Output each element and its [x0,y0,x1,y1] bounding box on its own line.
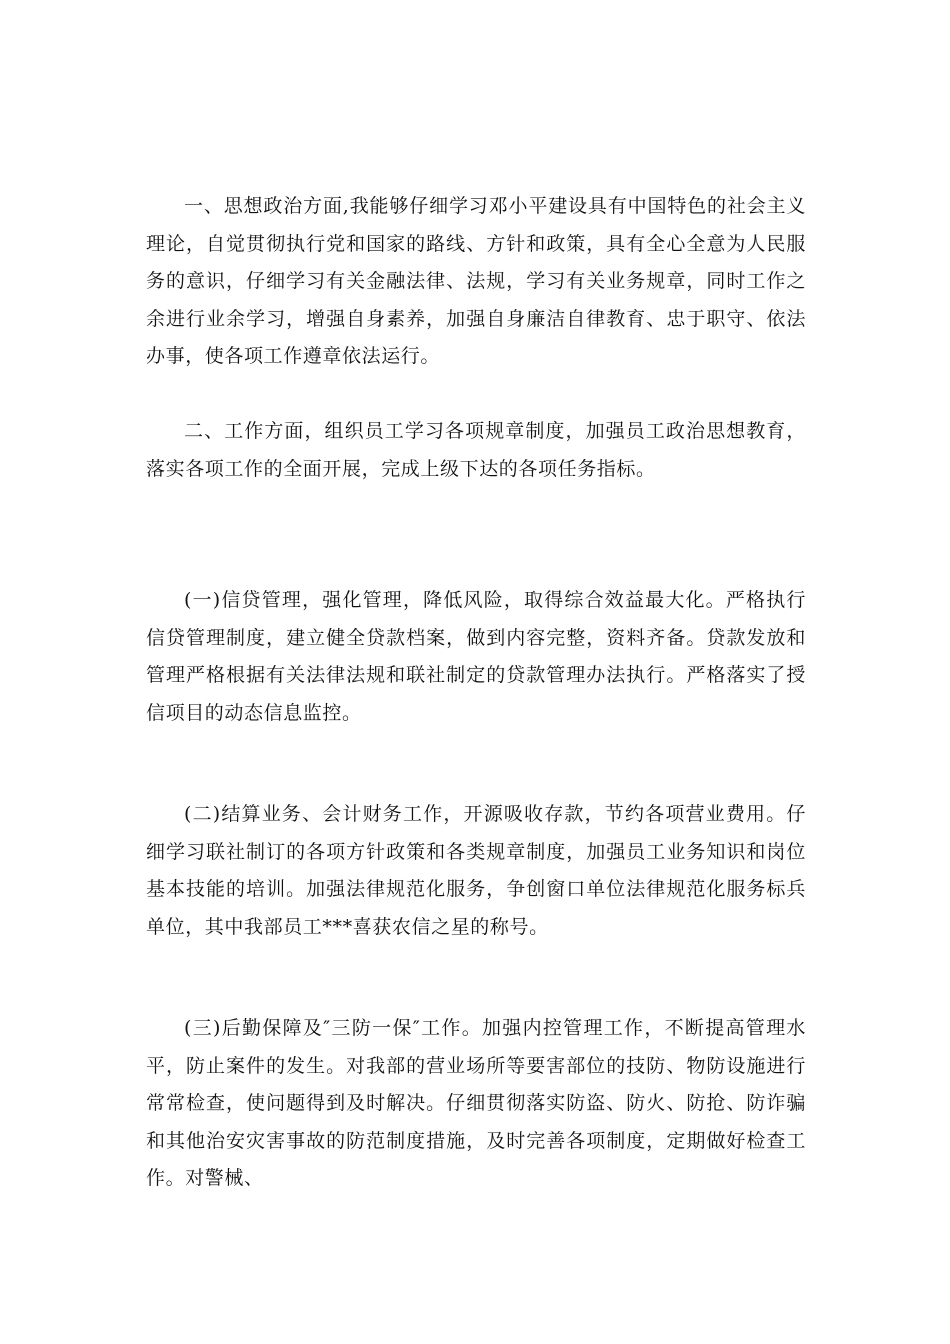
paragraph-ideology: 一、思想政治方面,我能够仔细学习邓小平建设具有中国特色的社会主义理论，自觉贯彻执行党和国家的路线、方针和政策，具有全心全意为人民服务的意识，仔细学习有关金融法律、法规，学习有关业务规章，同时工作之余进行业余学习，增强自身素养，加强自身廉洁自律教育、忠于职守、依法办事，使各项工作遵章依法运行。 [146,195,806,368]
paragraph-work: 二、工作方面，组织员工学习各项规章制度，加强员工政治思想教育，落实各项工作的全面开展，完成上级下达的各项任务指标。 [146,420,806,480]
paragraph-logistics-security: (三)后勤保障及″三防一保″工作。加强内控管理工作，不断提高管理水平，防止案件的发生。对我部的营业场所等要害部位的技防、物防设施进行常常检查，使问题得到及时解决。仔细贯彻落实防盗、防火、防抢、防诈骗和其他治安灾害事故的防范制度措施，及时完善各项制度，定期做好检查工作。对警械、 [146,1017,806,1190]
paragraph-credit-management: (一)信贷管理，强化管理，降低风险，取得综合效益最大化。严格执行信贷管理制度，建立健全贷款档案，做到内容完整，资料齐备。贷款发放和管理严格根据有关法律法规和联社制定的贷款管理办法执行。严格落实了授信项目的动态信息监控。 [146,589,806,724]
paragraph-settlement-accounting: (二)结算业务、会计财务工作，开源吸收存款，节约各项营业费用。仔细学习联社制订的各项方针政策和各类规章制度，加强员工业务知识和岗位基本技能的培训。加强法律规范化服务，争创窗口单位法律规范化服务标兵单位，其中我部员工***喜获农信之星的称号。 [146,803,806,938]
